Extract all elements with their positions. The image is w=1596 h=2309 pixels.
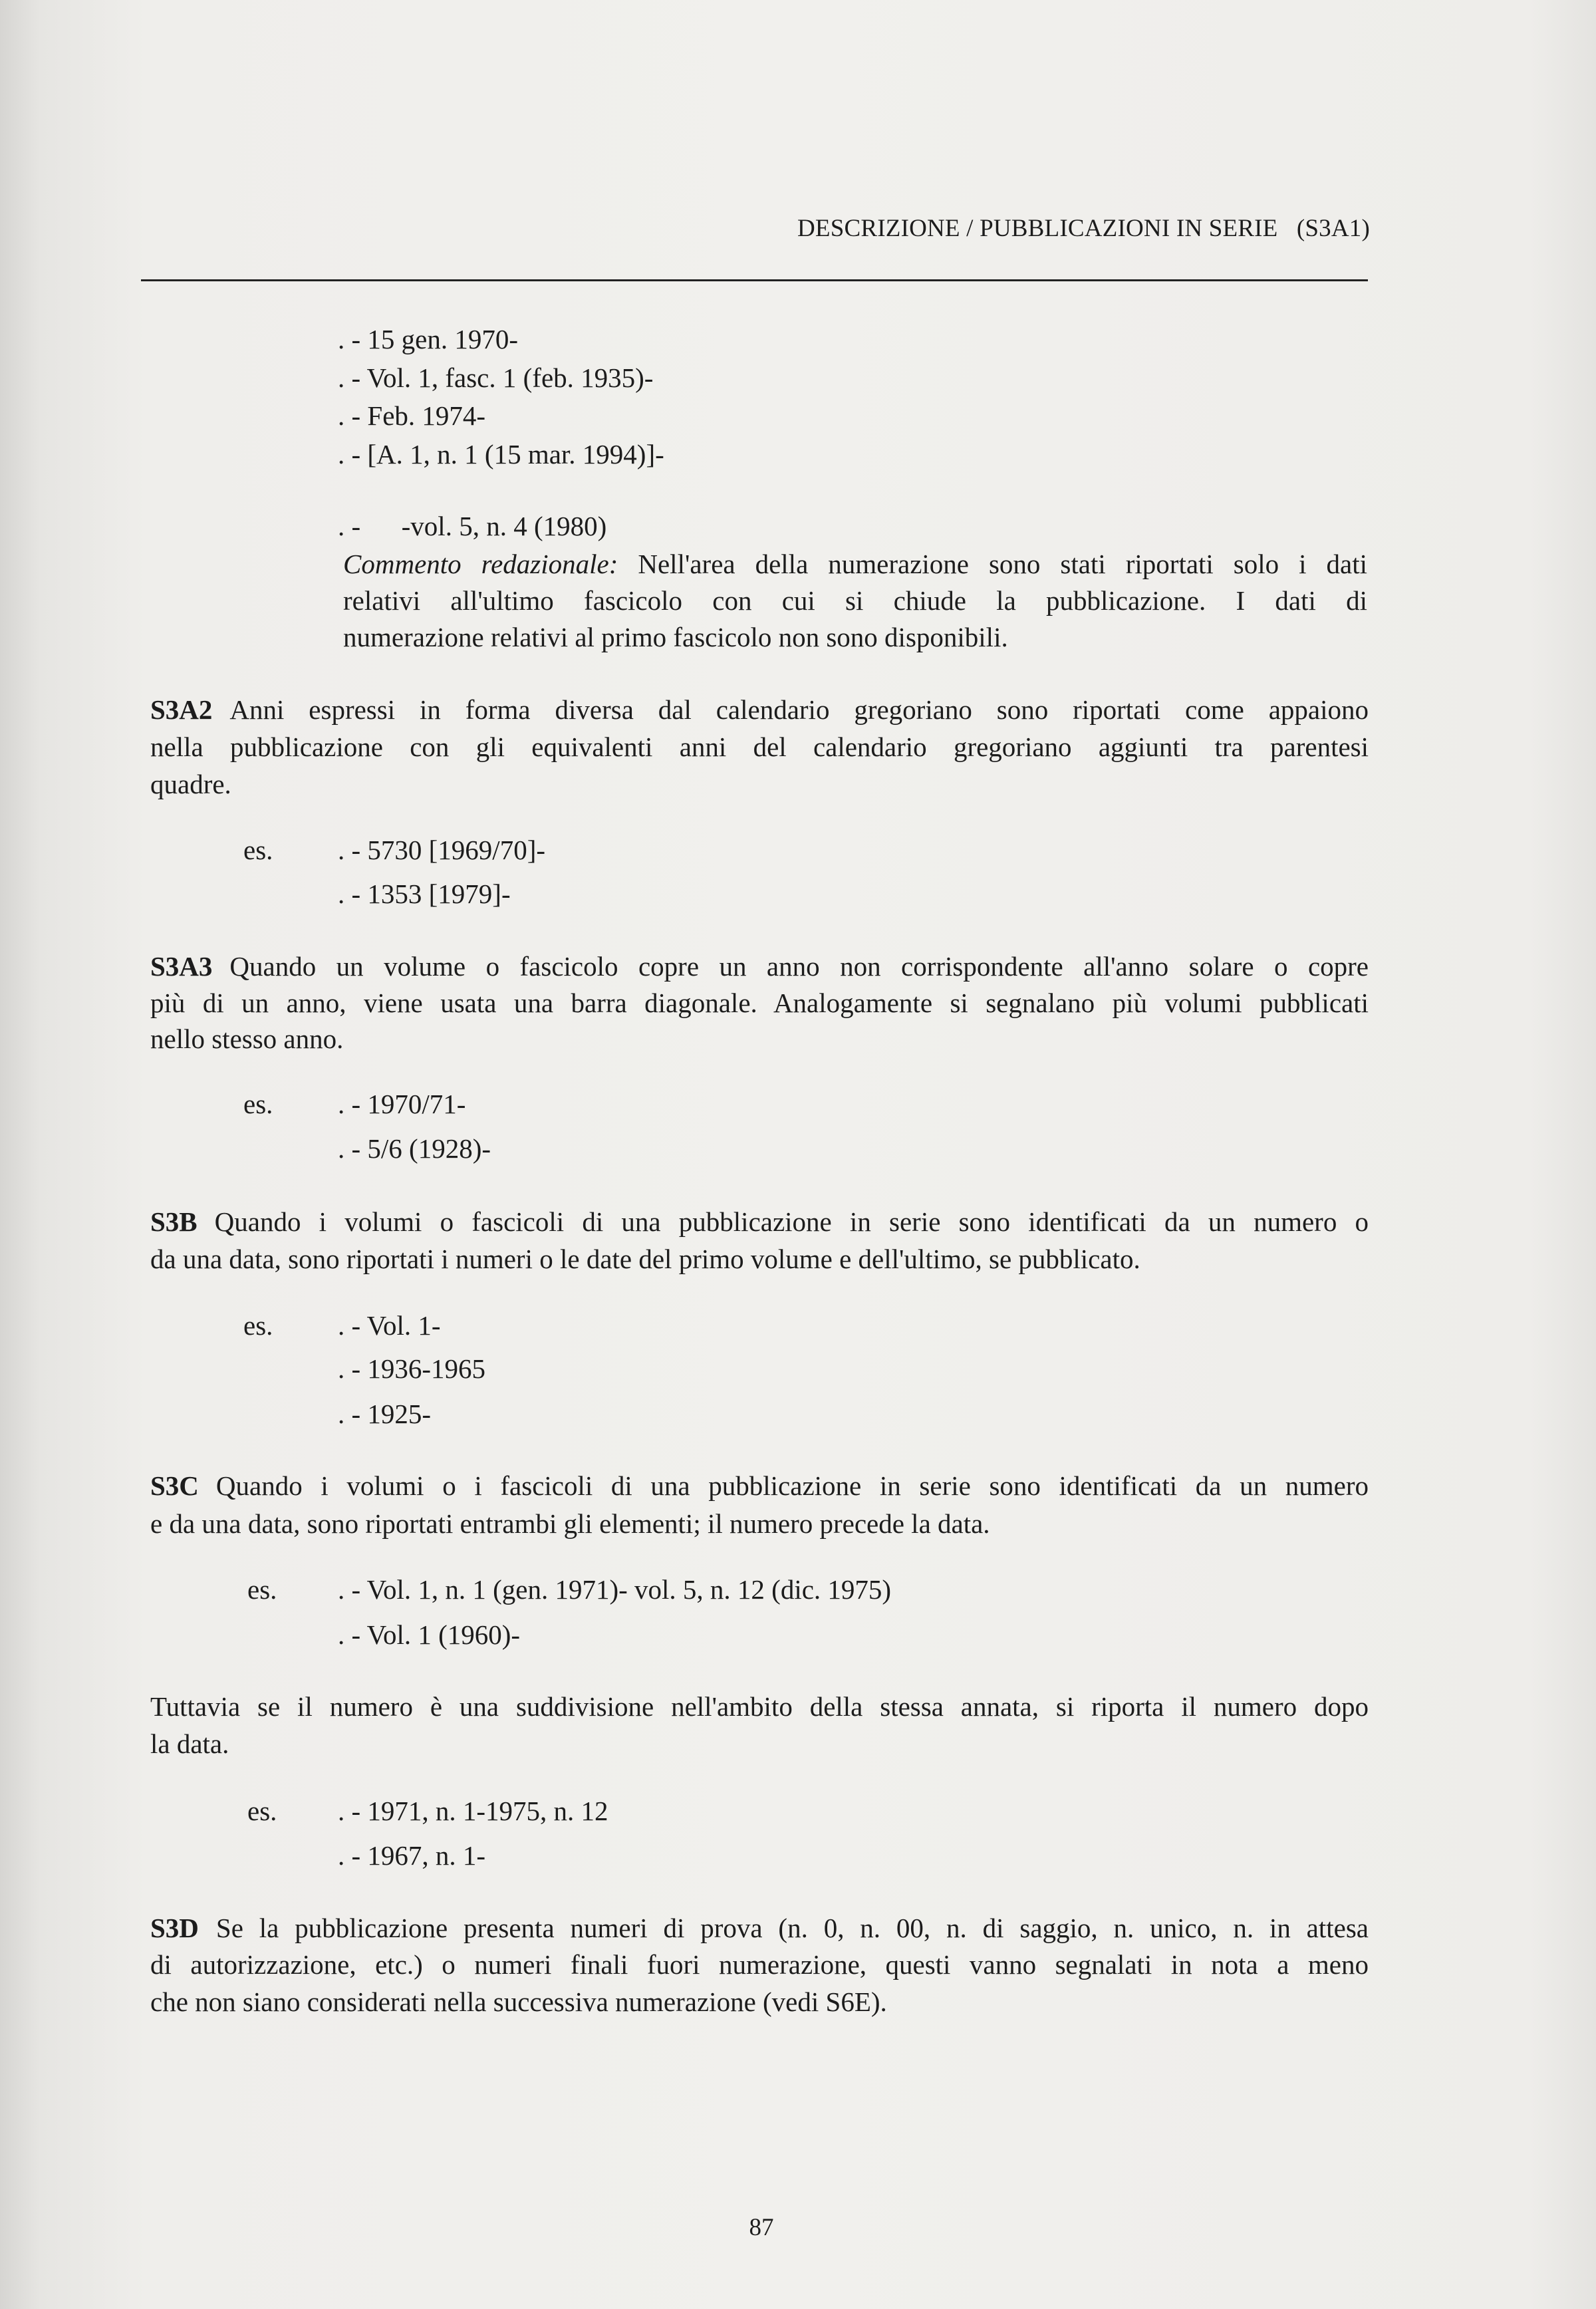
commento-line-3: numerazione relativi al primo fascicolo non sono disponibili. xyxy=(343,622,1008,652)
example-line: . - -vol. 5, n. 4 (1980) xyxy=(338,511,607,541)
s3a2-code: S3A2 xyxy=(150,694,213,725)
section-code: (S3A1) xyxy=(1296,215,1370,242)
s3c-line-1: S3C Quando i volumi o i fascicoli di una pubblicazione in serie sono identificati da un numero xyxy=(150,1470,1369,1501)
example-label: es. xyxy=(247,1574,277,1605)
s3a3-line-2: più di un anno, viene usata una barra diagonale. Analogamente si segnalano più volumi pubblicati xyxy=(150,988,1369,1018)
example-line: . - Vol. 1, fasc. 1 (feb. 1935)- xyxy=(338,362,654,393)
s3a3-code: S3A3 xyxy=(150,951,213,982)
example-line: . - 5730 [1969/70]- xyxy=(338,835,546,865)
example-line: . - 1967, n. 1- xyxy=(338,1840,486,1871)
commento-line-1: Commento redazionale: Nell'area della numerazione sono stati riportati solo i dati xyxy=(343,549,1368,579)
example-line: . - Vol. 1, n. 1 (gen. 1971)- vol. 5, n. 12 (dic. 1975) xyxy=(338,1574,892,1605)
tuttavia-line-1: Tuttavia se il numero è una suddivisione nell'ambito della stessa annata, si riporta il numero dopo xyxy=(150,1691,1369,1722)
example-line: . - 1970/71- xyxy=(338,1089,466,1119)
s3c-code: S3C xyxy=(150,1470,199,1501)
example-line: . - Vol. 1 (1960)- xyxy=(338,1619,521,1650)
example-line: . - 1971, n. 1-1975, n. 12 xyxy=(338,1796,608,1826)
example-line: . - Feb. 1974- xyxy=(338,400,486,431)
s3a3-line-1: S3A3 Quando un volume o fascicolo copre un anno non corrispondente all'anno solare o copre xyxy=(150,951,1369,982)
s3b-line-2: da una data, sono riportati i numeri o le date del primo volume e dell'ultimo, se pubblicato. xyxy=(150,1244,1140,1274)
s3a2-line-2: nella pubblicazione con gli equivalenti anni del calendario gregoriano aggiunti tra parentesi xyxy=(150,732,1369,762)
example-line: . - 1936-1965 xyxy=(338,1353,486,1384)
s3c-line-2: e da una data, sono riportati entrambi gli elementi; il numero precede la data. xyxy=(150,1508,990,1539)
s3d-line-1: S3D Se la pubblicazione presenta numeri di prova (n. 0, n. 00, n. di saggio, n. unico, n. in attesa xyxy=(150,1913,1369,1943)
example-line: . - 1925- xyxy=(338,1399,432,1429)
example-label: es. xyxy=(243,1310,273,1341)
s3b-code: S3B xyxy=(150,1206,198,1237)
example-label: es. xyxy=(243,1089,273,1119)
commento-line-2: relativi all'ultimo fascicolo con cui si chiude la pubblicazione. I dati di xyxy=(343,585,1367,616)
s3a3-line-3: nello stesso anno. xyxy=(150,1023,344,1054)
example-label: es. xyxy=(247,1796,277,1826)
s3d-line-2: di autorizzazione, etc.) o numeri finali fuori numerazione, questi vanno segnalati in nota a meno xyxy=(150,1949,1369,1980)
example-line: . - [A. 1, n. 1 (15 mar. 1994)]- xyxy=(338,439,664,470)
running-header xyxy=(715,214,1370,243)
example-line: . - 1353 [1979]- xyxy=(338,879,511,909)
tuttavia-line-2: la data. xyxy=(150,1728,229,1759)
s3d-line-3: che non siano considerati nella successiva numerazione (vedi S6E). xyxy=(150,1986,887,2017)
s3a2-line-1: S3A2 Anni espressi in forma diversa dal calendario gregoriano sono riportati come appaiono xyxy=(150,694,1369,725)
page-number: 87 xyxy=(749,2214,774,2241)
running-title: DESCRIZIONE / PUBBLICAZIONI IN SERIE xyxy=(797,215,1278,242)
example-line: . - 5/6 (1928)- xyxy=(338,1133,491,1164)
commento-label: Commento redazionale: xyxy=(343,549,618,579)
example-line: . - 15 gen. 1970- xyxy=(338,324,519,354)
header-rule xyxy=(141,279,1368,281)
s3d-code: S3D xyxy=(150,1913,199,1943)
example-line: . - Vol. 1- xyxy=(338,1310,441,1341)
s3b-line-1: S3B Quando i volumi o fascicoli di una pubblicazione in serie sono identificati da un numero o xyxy=(150,1206,1369,1237)
s3a2-line-3: quadre. xyxy=(150,769,231,799)
example-label: es. xyxy=(243,835,273,865)
